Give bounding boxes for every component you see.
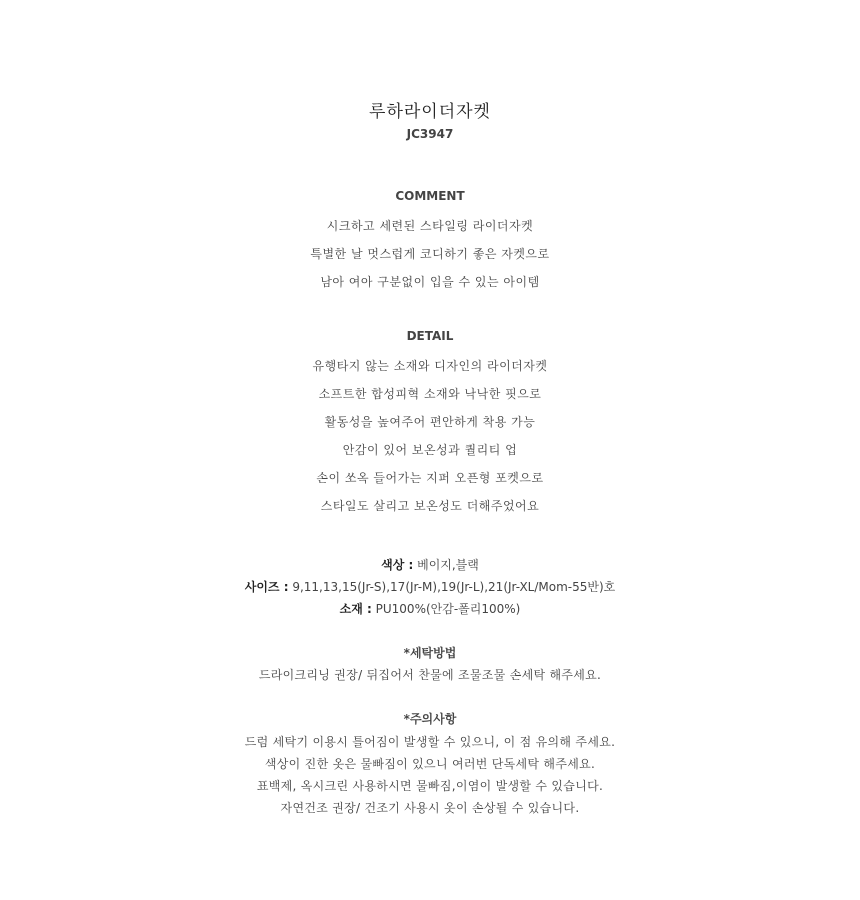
washing-heading: *세탁방법 xyxy=(403,646,457,660)
spec-size-value: 9,11,13,15(Jr-S),17(Jr-M),19(Jr-L),21(Jr-XL/Mom-55반)호 xyxy=(288,580,616,594)
spec-material-label: 소재 : xyxy=(339,602,372,616)
caution-line: 드럼 세탁기 이용시 틀어짐이 발생할 수 있으니, 이 점 유의해 주세요. xyxy=(244,735,616,749)
spec-material xyxy=(0,600,860,617)
product-title: 루하라이더자켓 xyxy=(369,102,491,122)
product-code: JC3947 xyxy=(406,127,454,141)
detail-line: 소프트한 합성피혁 소재와 낙낙한 핏으로 xyxy=(318,387,542,401)
spec-color xyxy=(0,556,860,573)
comment-line: 남아 여아 구분없이 입을 수 있는 아이템 xyxy=(320,275,540,289)
caution-line: 표백제, 옥시크린 사용하시면 물빠짐,이염이 발생할 수 있습니다. xyxy=(256,779,604,793)
comment-line: 특별한 날 멋스럽게 코디하기 좋은 자켓으로 xyxy=(310,247,550,261)
detail-line: 스타일도 살리고 보온성도 더해주었어요 xyxy=(320,499,540,513)
washing-line: 드라이크리닝 권장/ 뒤집어서 찬물에 조물조물 손세탁 해주세요. xyxy=(258,668,602,682)
spec-size-label: 사이즈 : xyxy=(244,580,289,594)
spec-color-label: 색상 : xyxy=(381,558,414,572)
caution-heading: *주의사항 xyxy=(403,712,457,726)
caution-line: 색상이 진한 옷은 물빠짐이 있으니 여러번 단독세탁 해주세요. xyxy=(264,757,596,771)
detail-heading: DETAIL xyxy=(406,329,454,343)
comment-line: 시크하고 세련된 스타일링 라이더자켓 xyxy=(326,219,534,233)
detail-line: 활동성을 높여주어 편안하게 착용 가능 xyxy=(324,415,536,429)
caution-line: 자연건조 권장/ 건조기 사용시 옷이 손상될 수 있습니다. xyxy=(280,801,580,815)
spec-material-value: PU100%(안감-폴리100%) xyxy=(371,602,521,616)
spec-size xyxy=(0,578,860,595)
detail-line: 유행타지 않는 소재와 디자인의 라이더자켓 xyxy=(312,359,548,373)
detail-line: 손이 쏘옥 들어가는 지퍼 오픈형 포켓으로 xyxy=(316,471,544,485)
comment-heading: COMMENT xyxy=(395,189,465,203)
detail-line: 안감이 있어 보온성과 퀄리티 업 xyxy=(342,443,518,457)
spec-color-value: 베이지,블랙 xyxy=(413,558,479,572)
